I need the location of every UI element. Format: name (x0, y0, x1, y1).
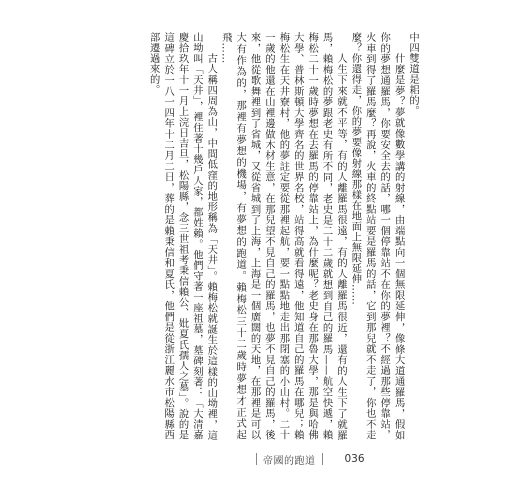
paragraph-2: 什麼是夢？夢就像數學講的射線，由端點向一個無限延伸，像條大道通羅馬，假如你的夢想通羅馬，你要安全去的話，哪一個停靠站不在你的夢裡？不經過那些停靠站，火車到得了羅馬麼？再說，火車的終點站要是羅馬的話，它到那兒就不走了，你也不走麼？你還得走，你的夢要像射線那樣在地面上無限延伸…… (349, 32, 405, 440)
body-text (130, 32, 420, 440)
footer-divider-right (322, 453, 323, 465)
paragraph-1: 中四雙道是耜的。 (407, 32, 419, 116)
paragraph-4: 古人稱四周為山，中間低窪的地形稱為「天井」。賴梅松就誕生於這樣的山坳裡，這山坳叫「天井」，裡住著十幾戶人家，都姓賴。他們守著一座祖墓，墓碑刻著：「大清嘉慶拾玖年十一月上浣日吉旦，松陽縣，念三世祖考秉信賴公、妣夏氏孺人之墓」。說的是這碑立於一八一四年十二月二日，葬的是賴秉信和夏氏，他們是從浙江麗水市松陽縣西部遷過來的。 (147, 32, 218, 440)
book-title: 帝國的跑道 (263, 455, 316, 467)
footer-divider-left (256, 453, 257, 465)
paragraph-3: 人生下來就不平等，有的人離羅馬很遠，有的人離羅馬很近，還有的人生下了就羅馬，賴梅松的夢跟老史有所不同，老史是二十二歲就想到自己的羅馬——航空快遞，賴梅松二十一歲時夢想在去羅馬的停靠站上，為什麼呢？老史身在那魯大學，那是與哈佛大學、普林斯頓大學齊名的世界名校，站得高就看得遠，他知道自己的羅馬在哪兒；賴梅松生在天井寮村，他的夢註定要從那裡起航，要一點點地走出那閉塞的小山村。二十一歲的他還在山裡邊做木材生意，在那兒望不見自己的羅馬，也夢不見自己的羅馬，後來，他從歌舞裡到了省城，又從省城到了上海，上海是一個廣闊的天地，在那裡是可以大有作為的，那裡有夢想的機場，有夢想的跑道。賴梅松三十二歲時夢想才正式起飛…… (219, 32, 347, 440)
page-footer (250, 449, 365, 469)
page-number: 036 (344, 453, 365, 465)
